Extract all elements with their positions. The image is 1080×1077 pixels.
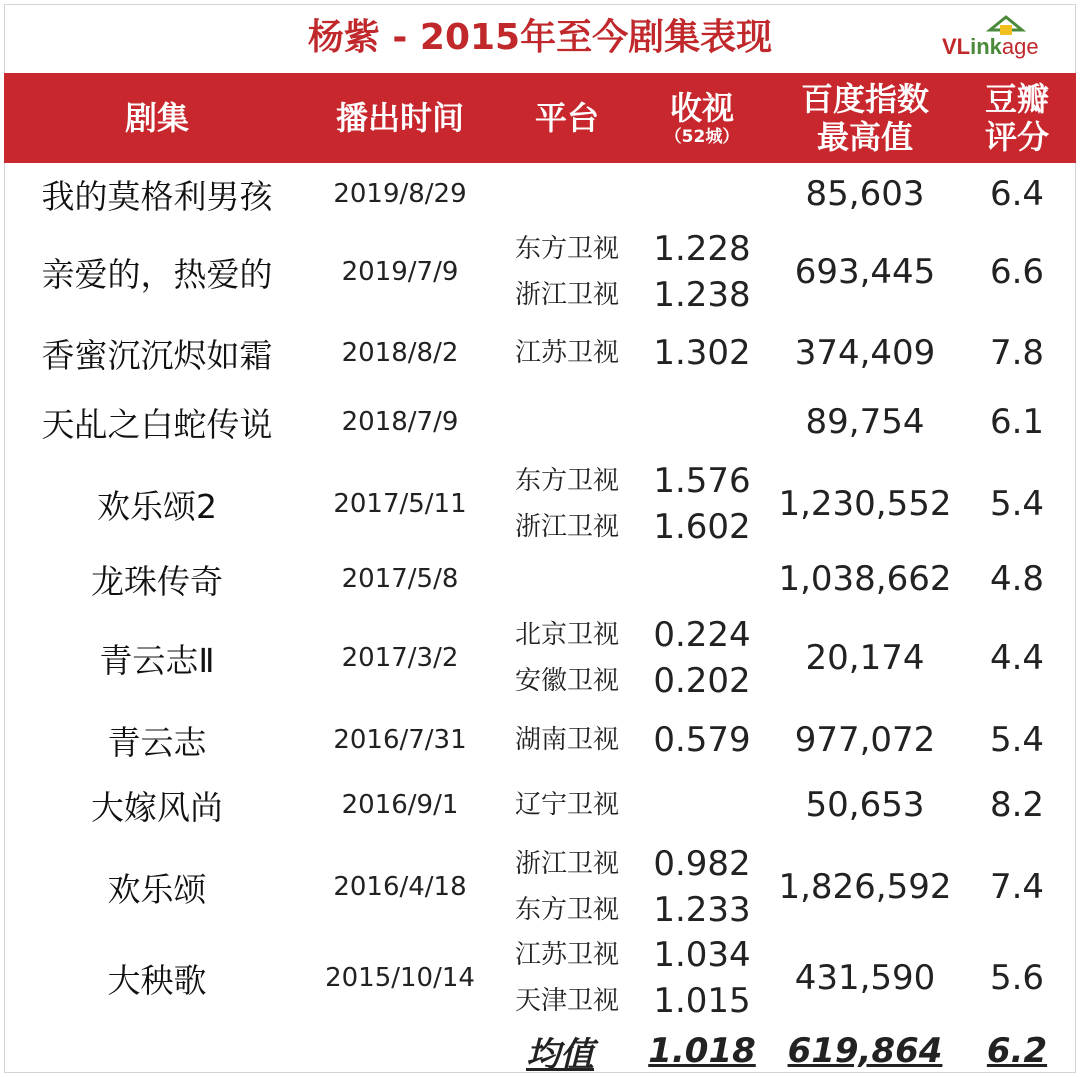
air-date: 2017/5/11 bbox=[333, 489, 467, 519]
table-row bbox=[0, 606, 1080, 710]
platform-cell bbox=[492, 606, 642, 710]
rating-cell bbox=[642, 456, 762, 552]
average-douban: 6.2 bbox=[986, 1031, 1048, 1071]
rating-cell bbox=[642, 318, 762, 388]
platform-cell bbox=[492, 770, 642, 840]
platform-name: 浙江卫视 bbox=[514, 280, 619, 310]
rating-value: 0.224 bbox=[653, 615, 751, 655]
average-rating: 1.018 bbox=[648, 1031, 756, 1071]
baidu-index: 50,653 bbox=[805, 785, 925, 825]
douban-score: 8.2 bbox=[989, 785, 1045, 825]
air-date: 2017/3/2 bbox=[341, 643, 459, 673]
drama-title: 欢乐颂 bbox=[107, 869, 207, 909]
rating-cell bbox=[642, 552, 762, 606]
baidu-index: 20,174 bbox=[805, 638, 925, 678]
drama-title: 我的莫格利男孩 bbox=[41, 176, 273, 216]
table-row bbox=[0, 456, 1080, 552]
rating-value: 1.015 bbox=[653, 981, 751, 1021]
logo-text: VLinkage bbox=[942, 34, 1039, 59]
platform-cell bbox=[492, 166, 642, 222]
platform-name: 东方卫视 bbox=[514, 466, 619, 496]
baidu-index: 431,590 bbox=[794, 958, 936, 998]
platform-name: 东方卫视 bbox=[514, 895, 619, 925]
header-drama: 剧集 bbox=[124, 99, 189, 137]
drama-title: 香蜜沉沉烬如霜 bbox=[41, 335, 273, 375]
table-row bbox=[0, 842, 1080, 932]
douban-score: 7.8 bbox=[989, 333, 1045, 373]
air-date: 2019/7/9 bbox=[341, 257, 459, 287]
drama-title: 龙珠传奇 bbox=[91, 561, 223, 601]
douban-score: 5.4 bbox=[989, 484, 1045, 524]
platform-cell bbox=[492, 388, 642, 456]
air-date: 2016/9/1 bbox=[341, 790, 459, 820]
platform-name: 北京卫视 bbox=[514, 620, 619, 650]
air-date: 2019/8/29 bbox=[333, 179, 467, 209]
platform-cell bbox=[492, 710, 642, 770]
douban-score: 6.1 bbox=[989, 402, 1045, 442]
baidu-index: 1,038,662 bbox=[778, 559, 952, 599]
table-row bbox=[0, 552, 1080, 606]
drama-title: 欢乐颂2 bbox=[97, 486, 217, 526]
platform-name: 湖南卫视 bbox=[514, 725, 619, 755]
douban-score: 4.4 bbox=[989, 638, 1045, 678]
platform-cell bbox=[492, 226, 642, 318]
table-row bbox=[0, 710, 1080, 770]
baidu-index: 1,826,592 bbox=[778, 867, 952, 907]
platform-name: 浙江卫视 bbox=[514, 512, 619, 542]
header-douban: 豆瓣 评分 bbox=[984, 80, 1049, 156]
vlinkage-logo bbox=[942, 14, 1062, 64]
douban-score: 6.6 bbox=[989, 252, 1045, 292]
platform-name: 安徽卫视 bbox=[514, 666, 619, 696]
rating-cell bbox=[642, 710, 762, 770]
platform-name: 辽宁卫视 bbox=[514, 790, 619, 820]
table-header bbox=[4, 73, 1076, 163]
air-date: 2016/4/18 bbox=[333, 872, 467, 902]
page-title: 杨紫 - 2015年至今剧集表现 bbox=[307, 17, 773, 58]
header-air-date: 播出时间 bbox=[335, 99, 464, 137]
platform-name: 江苏卫视 bbox=[514, 338, 619, 368]
drama-title: 亲爱的，热爱的 bbox=[41, 254, 273, 294]
drama-title: 大嫁风尚 bbox=[91, 787, 223, 827]
table-row bbox=[0, 770, 1080, 840]
rating-cell bbox=[642, 842, 762, 932]
rating-value: 1.302 bbox=[653, 333, 751, 373]
baidu-index: 977,072 bbox=[794, 720, 936, 760]
table-row bbox=[0, 388, 1080, 456]
platform-name: 江苏卫视 bbox=[514, 940, 619, 970]
rating-cell bbox=[642, 166, 762, 222]
header-rating: 收视 （52城） bbox=[664, 89, 740, 147]
baidu-index: 374,409 bbox=[794, 333, 936, 373]
platform-name: 天津卫视 bbox=[514, 986, 619, 1016]
table-row bbox=[0, 318, 1080, 388]
table-row bbox=[0, 932, 1080, 1024]
baidu-index: 85,603 bbox=[805, 174, 925, 214]
rating-cell bbox=[642, 388, 762, 456]
rating-value: 1.233 bbox=[653, 890, 751, 930]
rating-value: 0.579 bbox=[653, 720, 751, 760]
platform-cell bbox=[492, 932, 642, 1024]
average-label: 均值 bbox=[526, 1034, 594, 1075]
platform-cell bbox=[492, 318, 642, 388]
drama-title: 天乩之白蛇传说 bbox=[41, 404, 273, 444]
table-row bbox=[0, 226, 1080, 318]
douban-score: 4.8 bbox=[989, 559, 1045, 599]
air-date: 2018/8/2 bbox=[341, 338, 459, 368]
average-row bbox=[0, 1026, 1080, 1076]
douban-score: 5.6 bbox=[989, 958, 1045, 998]
rating-value: 1.228 bbox=[653, 229, 751, 269]
drama-title: 青云志Ⅱ bbox=[99, 640, 215, 680]
header-baidu: 百度指数 最高值 bbox=[800, 80, 929, 156]
baidu-index: 1,230,552 bbox=[778, 484, 952, 524]
rating-value: 0.982 bbox=[653, 844, 751, 884]
rating-value: 1.034 bbox=[653, 935, 751, 975]
rating-cell bbox=[642, 770, 762, 840]
rating-cell bbox=[642, 226, 762, 318]
rating-value: 0.202 bbox=[653, 661, 751, 701]
rating-value: 1.602 bbox=[653, 507, 751, 547]
air-date: 2018/7/9 bbox=[341, 407, 459, 437]
air-date: 2017/5/8 bbox=[341, 564, 459, 594]
platform-cell bbox=[492, 456, 642, 552]
rating-value: 1.576 bbox=[653, 461, 751, 501]
platform-cell bbox=[492, 552, 642, 606]
douban-score: 6.4 bbox=[989, 174, 1045, 214]
drama-title: 青云志 bbox=[107, 722, 207, 762]
platform-cell bbox=[492, 842, 642, 932]
header-platform: 平台 bbox=[534, 99, 599, 137]
douban-score: 5.4 bbox=[989, 720, 1045, 760]
rating-cell bbox=[642, 932, 762, 1024]
air-date: 2016/7/31 bbox=[333, 725, 467, 755]
douban-score: 7.4 bbox=[989, 867, 1045, 907]
baidu-index: 89,754 bbox=[805, 402, 925, 442]
air-date: 2015/10/14 bbox=[325, 963, 475, 993]
baidu-index: 693,445 bbox=[794, 252, 936, 292]
platform-name: 浙江卫视 bbox=[514, 849, 619, 879]
drama-title: 大秧歌 bbox=[107, 960, 207, 1000]
rating-cell bbox=[642, 606, 762, 710]
platform-name: 东方卫视 bbox=[514, 234, 619, 264]
table-row bbox=[0, 166, 1080, 222]
rating-value: 1.238 bbox=[653, 275, 751, 315]
average-baidu: 619,864 bbox=[787, 1031, 943, 1071]
